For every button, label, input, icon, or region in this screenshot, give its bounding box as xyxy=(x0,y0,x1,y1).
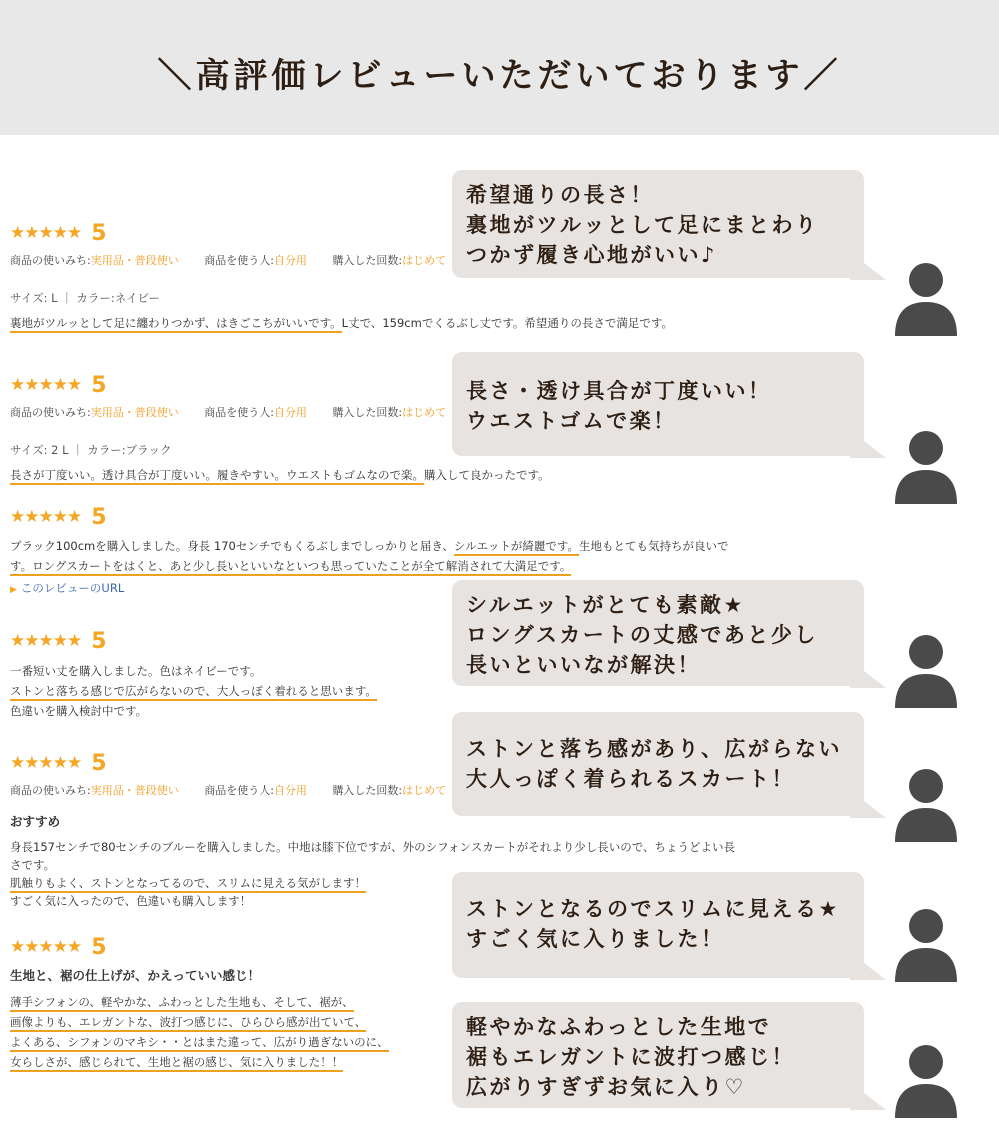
review-text: ブラック100cmを購入しました。身長 170センチでもくるぶしまでしっかりと届き、 xyxy=(10,539,454,553)
user-value: 自分用 xyxy=(273,406,307,419)
star-rating-icon: ★★★★★ xyxy=(10,753,82,773)
bubble-tail xyxy=(850,1082,886,1110)
rating-score: 5 xyxy=(91,372,107,398)
speech-bubble xyxy=(452,1002,864,1108)
star-rating-icon: ★★★★★ xyxy=(10,223,82,243)
speech-bubble xyxy=(452,580,864,686)
user-silhouette-icon xyxy=(893,628,959,708)
bubble-tail xyxy=(850,790,886,818)
speech-bubble xyxy=(452,712,864,816)
usage-value: 実用品・普段使い xyxy=(90,406,179,419)
star-rating-icon: ★★★★★ xyxy=(10,937,82,957)
count-value: はじめて xyxy=(402,406,447,419)
bubble-text: 長さ・透け具合が丁度いい！ xyxy=(466,379,772,403)
usage-value: 実用品・普段使い xyxy=(90,784,179,797)
bubble-tail xyxy=(850,252,886,280)
bubble-text: 長いといいなが解決！ xyxy=(466,653,701,677)
bubble-text: 裾もエレガントに波打つ感じ！ xyxy=(466,1045,795,1069)
bubble-text: ウエストゴムで楽！ xyxy=(466,409,677,433)
star-rating-icon: ★★★★★ xyxy=(10,375,82,395)
review-text: 一番短い丈を購入しました。色はネイビーです。 xyxy=(10,664,262,678)
bubble-text: ストンと落ち感があり、広がらない xyxy=(466,737,842,761)
review-text: 生地もとても気持ちが良いで xyxy=(578,539,729,553)
caret-right-icon: ▶ xyxy=(10,585,17,595)
review-body xyxy=(10,536,780,576)
rating-score: 5 xyxy=(91,504,107,530)
review-text: 色違いを購入検討中です。 xyxy=(10,704,148,718)
review-title: 生地と、裾の仕上げが、かえっていい感じ！ xyxy=(10,968,261,983)
bubble-text: シルエットがとても素敵★ xyxy=(466,593,745,617)
bubble-text: 希望通りの長さ！ xyxy=(466,183,654,207)
bubble-text: すごく気に入りました！ xyxy=(466,927,725,951)
bubble-tail xyxy=(850,952,886,980)
bubble-text: 広がりすぎずお気に入り♡ xyxy=(466,1075,746,1099)
count-label: 購入した回数: xyxy=(332,784,403,797)
speech-bubble xyxy=(452,352,864,456)
review-highlight: シルエットが綺麗です。 xyxy=(454,539,579,556)
user-silhouette-icon xyxy=(893,762,959,842)
usage-label: 商品の使いみち: xyxy=(10,254,91,267)
review-body xyxy=(10,313,780,333)
review-highlight: す。ロングスカートをはくと、あと少し長いといいなといつも思っていたことが全て解消されて大満足です。 xyxy=(10,559,571,576)
page-title: ＼高評価レビューいただいております／ xyxy=(157,56,842,96)
review-text: L丈で、159cmでくるぶし丈です。希望通りの長さで満足です。 xyxy=(341,316,673,330)
bubble-text: ストンとなるのでスリムに見える★ xyxy=(466,897,840,921)
review-url-label: このレビューのURL xyxy=(20,581,125,595)
bubble-tail xyxy=(850,430,886,458)
star-rating-icon: ★★★★★ xyxy=(10,631,82,651)
speech-bubble xyxy=(452,872,864,978)
review-highlight: 薄手シフォンの、軽やかな、ふわっとした生地も、そして、裾が、 xyxy=(10,995,354,1012)
review-highlight: 長さが丁度いい。透け具合が丁度いい。履きやすい。ウエストもゴムなので楽。 xyxy=(10,468,424,485)
rating-score: 5 xyxy=(91,934,107,960)
count-label: 購入した回数: xyxy=(332,254,403,267)
review-text: さです。 xyxy=(10,858,56,872)
bubble-text: ロングスカートの丈感であと少し xyxy=(466,623,818,647)
bubble-tail xyxy=(850,660,886,688)
review-highlight: 裏地がツルッとして足に纏わりつかず、はきごこちがいいです。 xyxy=(10,316,342,333)
count-label: 購入した回数: xyxy=(332,406,403,419)
user-silhouette-icon xyxy=(893,256,959,336)
review-spec: サイズ: L ｜ カラー:ネイビー xyxy=(10,291,161,305)
user-label: 商品を使う人: xyxy=(204,254,274,267)
page-header xyxy=(0,0,999,135)
user-silhouette-icon xyxy=(893,424,959,504)
review-title: おすすめ xyxy=(10,814,61,829)
user-value: 自分用 xyxy=(273,254,307,267)
review-highlight: 肌触りもよく、ストンとなってるので、スリムに見える気がします！ xyxy=(10,876,366,893)
rating-score: 5 xyxy=(91,220,107,246)
count-value: はじめて xyxy=(402,254,447,267)
user-silhouette-icon xyxy=(893,902,959,982)
usage-value: 実用品・普段使い xyxy=(90,254,179,267)
count-value: はじめて xyxy=(402,784,447,797)
review-text: すごく気に入ったので、色違いも購入します！ xyxy=(10,894,252,908)
bubble-text: 裏地がツルッとして足にまとわり xyxy=(466,213,819,237)
rating-score: 5 xyxy=(91,750,107,776)
user-label: 商品を使う人: xyxy=(204,784,274,797)
user-label: 商品を使う人: xyxy=(204,406,274,419)
review-spec: サイズ: 2 L ｜ カラー:ブラック xyxy=(10,443,172,457)
user-silhouette-icon xyxy=(893,1038,959,1118)
bubble-text: 軽やかなふわっとした生地で xyxy=(466,1015,772,1039)
speech-bubble xyxy=(452,170,864,278)
review-highlight: 女らしさが、感じられて、生地と裾の感じ、気に入りました！！ xyxy=(10,1055,343,1072)
bubble-text: 大人っぽく着られるスカート！ xyxy=(466,767,795,791)
review-highlight: ストンと落ちる感じで広がらないので、大人っぽく着れると思います。 xyxy=(10,684,377,701)
bubble-text: つかず履き心地がいい♪ xyxy=(466,243,717,267)
usage-label: 商品の使いみち: xyxy=(10,784,91,797)
review-body xyxy=(10,465,780,485)
star-rating-icon: ★★★★★ xyxy=(10,507,82,527)
review-text: 購入して良かったです。 xyxy=(424,468,550,482)
review-highlight: よくある、シフォンのマキシ・・とはまた違って、広がり過ぎないのに、 xyxy=(10,1035,389,1052)
user-value: 自分用 xyxy=(273,784,307,797)
review-highlight: 画像よりも、エレガントな、波打つ感じに、ひらひら感が出ていて、 xyxy=(10,1015,366,1032)
rating-score: 5 xyxy=(91,628,107,654)
rating-row xyxy=(10,504,780,530)
review-text: 身長157センチで80センチのブルーを購入しました。中地は膝下位ですが、外のシフォンスカートがそれより少し長いので、ちょうどよい長 xyxy=(10,840,735,854)
usage-label: 商品の使いみち: xyxy=(10,406,91,419)
